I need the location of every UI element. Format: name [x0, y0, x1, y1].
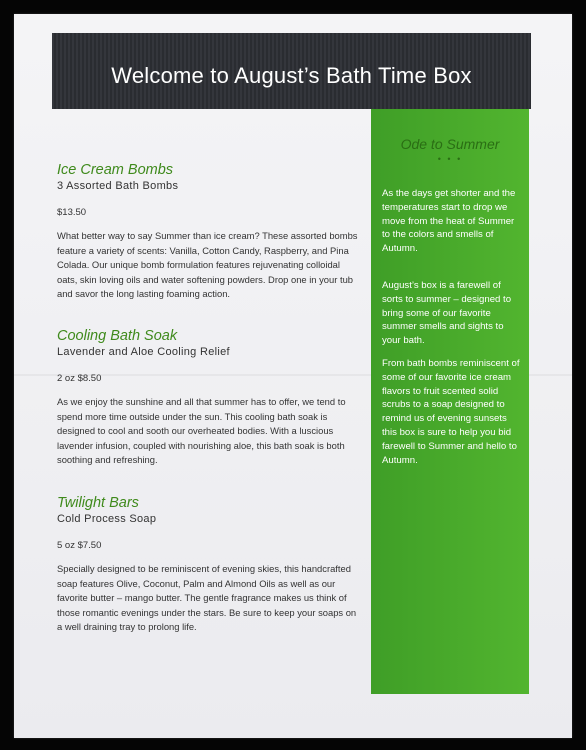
sidebar-panel: [371, 109, 529, 694]
product-item: [57, 162, 357, 302]
product-subtitle: Lavender and Aloe Cooling Relief: [57, 346, 230, 358]
product-price: 2 oz $8.50: [57, 373, 102, 384]
product-item: [57, 495, 357, 635]
printed-sheet: [14, 14, 572, 738]
product-description: What better way to say Summer than ice cream? These assorted bombs feature a variety of scents: Vanilla, Cotton Candy, Raspberry, and Pina Colada. Our unique bomb formulation features rejuvenating colloidal oats, skin loving oils and water softening powders. Drop one in your tub and savor the long lasting foaming action.: [57, 230, 358, 300]
product-item: [57, 328, 357, 468]
product-name: Twilight Bars: [57, 495, 139, 511]
page-title: Welcome to August’s Bath Time Box: [111, 63, 472, 88]
product-name: Ice Cream Bombs: [57, 162, 174, 178]
product-description: Specially designed to be reminiscent of evening skies, this handcrafted soap features Olive, Coconut, Palm and Almond Oils as well as our favorite butter – mango butter. The gentle fragrance makes us think of those romantic evenings under the stars. Be sure to keep your soaps on a well draining tray to prolong life.: [57, 563, 357, 633]
product-description: As we enjoy the sunshine and all that summer has to offer, we tend to spend more time outside under the sun. This cooling bath soak is designed to cool and sooth our overheated bodies. With a luscious lavender infusion, coupled with nourishing aloe, this bath soak is both soothing and refreshing.: [57, 396, 346, 466]
sidebar-paragraph: August’s box is a farewell of sorts to summer – designed to bring some of our favorite summer smells and sights to your bath.: [382, 280, 512, 347]
product-subtitle: Cold Process Soap: [57, 513, 157, 525]
header-banner: [52, 33, 531, 109]
sidebar-title: Ode to Summer: [400, 136, 500, 152]
product-price: $13.50: [57, 207, 87, 218]
product-price: 5 oz $7.50: [57, 540, 102, 551]
product-name: Cooling Bath Soak: [57, 328, 178, 344]
sidebar-divider-dots: • • •: [437, 154, 463, 164]
sidebar-paragraph: As the days get shorter and the temperatures start to drop we move from the heat of Summer to the colors and smells of Autumn.: [382, 188, 516, 255]
product-subtitle: 3 Assorted Bath Bombs: [57, 180, 179, 192]
sidebar-paragraph: From bath bombs reminiscent of some of our favorite ice cream flavors to fruit scented solid scrubs to a soap designed to remind us of evening sunsets this box is sure to help you bid farewell to Summer and hello to Autumn.: [382, 358, 520, 466]
